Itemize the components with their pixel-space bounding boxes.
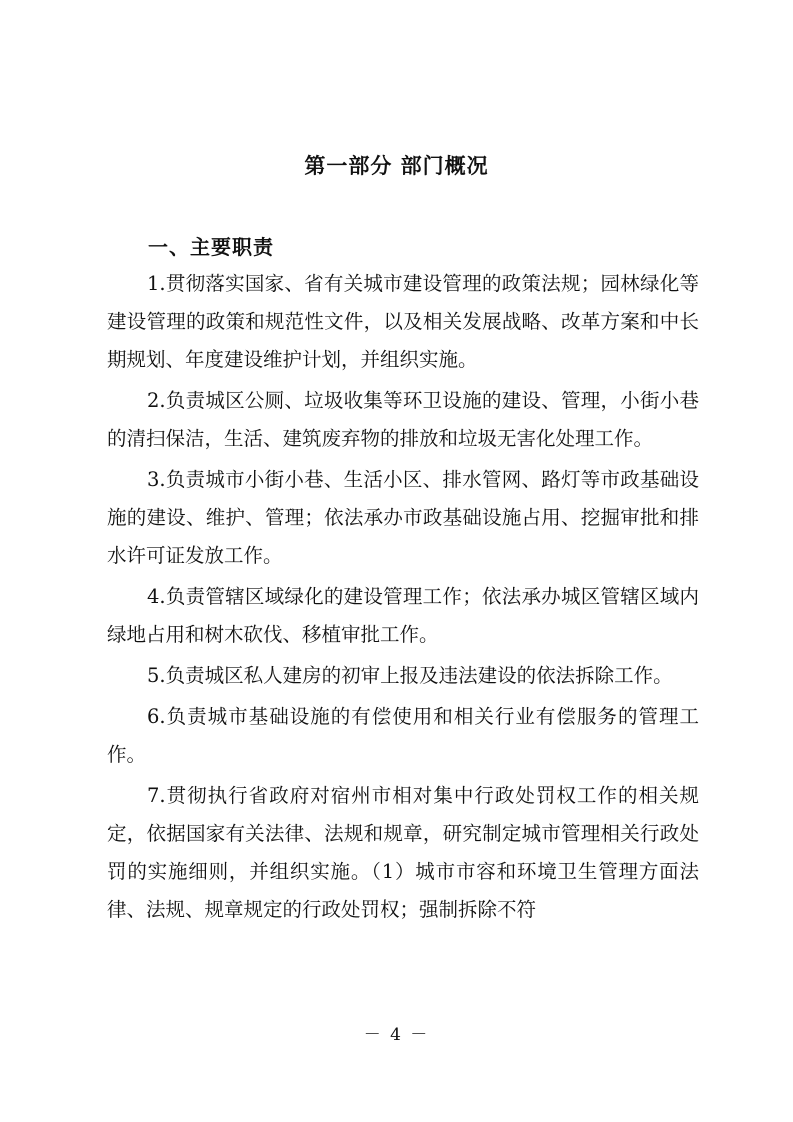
- page-number: － 4 －: [363, 1025, 430, 1045]
- paragraph-5: 5.负责城区私人建房的初审上报及违法建设的依法拆除工作。: [147, 664, 673, 687]
- paragraph-4: 4.负责管辖区域绿化的建设管理工作；依法承办城区管辖区域内绿地占用和树木砍伐、移植审批工作。: [107, 585, 699, 646]
- paragraph-7: 7.贯彻执行省政府对宿州市相对集中行政处罚权工作的相关规定，依据国家有关法律、法规和规章，研究制定城市管理相关行政处罚的实施细则，并组织实施。（1）城市市容和环境卫生管理方面法律、法规、规章规定的行政处罚权；强制拆除不符: [107, 784, 699, 921]
- page-title: 第一部分 部门概况: [304, 154, 489, 178]
- paragraph-6: 6.负责城市基础设施的有偿使用和相关行业有偿服务的管理工作。: [107, 705, 699, 766]
- body-text: [107, 265, 699, 929]
- paragraph-1: 1.贯彻落实国家、省有关城市建设管理的政策法规；园林绿化等建设管理的政策和规范性文件，以及相关发展战略、改革方案和中长期规划、年度建设维护计划，并组织实施。: [107, 272, 699, 371]
- paragraph-2: 2.负责城区公厕、垃圾收集等环卫设施的建设、管理，小街小巷的清扫保洁，生活、建筑废弃物的排放和垃圾无害化处理工作。: [107, 389, 699, 450]
- section-heading: 一、主要职责: [148, 235, 274, 259]
- paragraph-3: 3.负责城市小街小巷、生活小区、排水管网、路灯等市政基础设施的建设、维护、管理；依法承办市政基础设施占用、挖掘审批和排水许可证发放工作。: [107, 468, 699, 567]
